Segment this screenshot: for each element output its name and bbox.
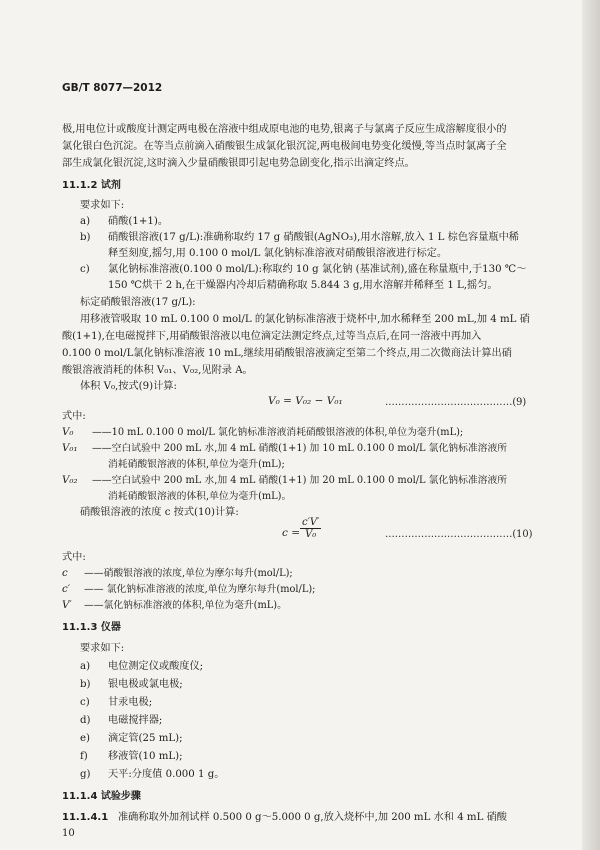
definition-c: ——硝酸银溶液的浓度,单位为摩尔每升(mol/L);	[84, 568, 293, 579]
instrument-balance: 天平:分度值 0.000 1 g。	[108, 769, 225, 780]
reagent-sodium-chloride-line-1: 氯化钠标准溶液(0.100 0 mol/L):称取约 10 g 氯化钠 (基准试剂),盛在称量瓶中,于130 ℃～	[108, 264, 527, 275]
instrument-burette: 滴定管(25 mL);	[108, 733, 183, 744]
definition-v01-line-1: ——空白试验中 200 mL 水,加 4 mL 硝酸(1+1) 加 10 mL 0.100 0 mol/L 氯化钠标准溶液所	[92, 443, 508, 454]
item-label: b)	[80, 679, 91, 690]
equation-10-numerator: c′V′	[302, 517, 320, 528]
intro-line-1: 极,用电位计或酸度计测定两电极在溶液中组成原电池的电势,银离子与氯离子反应生成溶解度很小的	[62, 124, 507, 135]
symbol-c-prime: c′	[62, 584, 71, 595]
definition-v02-line-2: 消耗硝酸银溶液的体积,单位为毫升(mL)。	[108, 491, 292, 502]
step-number: 11.1.4.1	[62, 812, 109, 823]
scan-edge-shadow	[582, 0, 600, 850]
symbol-v-prime: V′	[62, 600, 72, 611]
definition-v-prime: ——氯化钠标准溶液的体积,单位为毫升(mL)。	[84, 600, 287, 611]
symbol-c: c	[62, 568, 68, 579]
equation-10-number: …………………………………(10)	[385, 529, 533, 540]
reagent-sodium-chloride-line-2: 150 ℃烘干 2 h,在干燥器内冷却后精确称取 5.844 3 g,用水溶解并稀释至 1 L,摇匀。	[108, 280, 498, 291]
instrument-potentiometer: 电位测定仪或酸度仪;	[108, 661, 204, 672]
equation-9: V₀ = V₀₂ − V₀₁	[268, 395, 343, 407]
item-label: a)	[80, 661, 91, 672]
calibration-line-3: 0.100 0 mol/L氯化钠标准溶液 10 mL,继续用硝酸银溶液滴定至第二个终点,用二次微商法计算出硝	[62, 348, 512, 359]
calibration-line-1: 用移液管吸取 10 mL 0.100 0 mol/L 的氯化钠标准溶液于烧杯中,加水稀释至 200 mL,加 4 mL 硝	[80, 314, 530, 325]
requirements-label: 要求如下:	[80, 200, 125, 211]
definition-v01-line-2: 消耗硝酸银溶液的体积,单位为毫升(mL);	[108, 459, 285, 470]
equation-10-fraction	[300, 517, 321, 540]
item-label: b)	[80, 232, 91, 243]
reagent-nitric-acid: 硝酸(1+1)。	[108, 216, 169, 227]
where-label: 式中:	[62, 552, 86, 563]
equation-9-number: …………………………………(9)	[385, 397, 527, 408]
item-label: e)	[80, 733, 91, 744]
concentration-formula-intro: 硝酸银溶液的浓度 c 按式(10)计算:	[80, 507, 239, 518]
section-heading-11-1-3: 11.1.3 仪器	[62, 622, 121, 633]
instrument-pipette: 移液管(10 mL);	[108, 751, 183, 762]
equation-10-lhs: c =	[282, 527, 301, 539]
equation-10-denominator: V₀	[305, 529, 317, 540]
instrument-magnetic-stirrer: 电磁搅拌器;	[108, 715, 163, 726]
item-label: d)	[80, 715, 91, 726]
definition-v0: ——10 mL 0.100 0 mol/L 氯化钠标准溶液消耗硝酸银溶液的体积,单位为毫升(mL);	[92, 427, 464, 438]
where-label: 式中:	[62, 411, 86, 422]
symbol-v01: V₀₁	[62, 443, 78, 454]
definition-c-prime: —— 氯化钠标准溶液的浓度,单位为摩尔每升(mol/L);	[84, 584, 316, 595]
page-number: 10	[62, 828, 75, 839]
step-text: 准确称取外加剂试样 0.500 0 g～5.000 0 g,放入烧杯中,加 200 mL 水和 4 mL 硝酸	[118, 812, 507, 823]
item-label: f)	[80, 751, 88, 762]
symbol-v0: V₀	[62, 427, 74, 438]
item-label: g)	[80, 769, 91, 780]
item-label: c)	[80, 264, 90, 275]
reagent-silver-nitrate-line-1: 硝酸银溶液(17 g/L):准确称取约 17 g 硝酸银(AgNO₃),用水溶解,放入 1 L 棕色容量瓶中稀	[108, 232, 519, 243]
volume-formula-intro: 体积 V₀,按式(9)计算:	[80, 381, 177, 392]
calibration-line-4: 酸银溶液消耗的体积 V₀₁、V₀₂,见附录 A。	[62, 365, 253, 376]
instrument-silver-electrode: 银电极或氯电极;	[108, 679, 183, 690]
section-heading-11-1-4: 11.1.4 试验步骤	[62, 791, 141, 802]
standard-header: GB/T 8077—2012	[62, 82, 163, 94]
calibration-title: 标定硝酸银溶液(17 g/L):	[80, 297, 196, 308]
reagent-silver-nitrate-line-2: 释至刻度,摇匀,用 0.100 0 mol/L 氯化钠标准溶液对硝酸银溶液进行标定。	[108, 248, 448, 259]
requirements-label: 要求如下:	[80, 643, 125, 654]
section-heading-11-1-2: 11.1.2 试剂	[62, 180, 121, 191]
intro-line-3: 部生成氯化银沉淀,这时滴入少量硝酸银即引起电势急剧变化,指示出滴定终点。	[62, 158, 415, 169]
calibration-line-2: 酸(1+1),在电磁搅拌下,用硝酸银溶液以电位滴定法测定终点,过等当点后,在同一溶液中再加入	[62, 331, 482, 342]
symbol-v02: V₀₂	[62, 475, 78, 486]
intro-line-2: 氯化银白色沉淀。在等当点前滴入硝酸银生成氯化银沉淀,两电极间电势变化缓慢,等当点时氯离子全	[62, 141, 507, 152]
item-label: a)	[80, 216, 91, 227]
definition-v02-line-1: ——空白试验中 200 mL 水,加 4 mL 硝酸(1+1) 加 20 mL 0.100 0 mol/L 氯化钠标准溶液所	[92, 475, 508, 486]
instrument-calomel-electrode: 甘汞电极;	[108, 697, 153, 708]
item-label: c)	[80, 697, 90, 708]
